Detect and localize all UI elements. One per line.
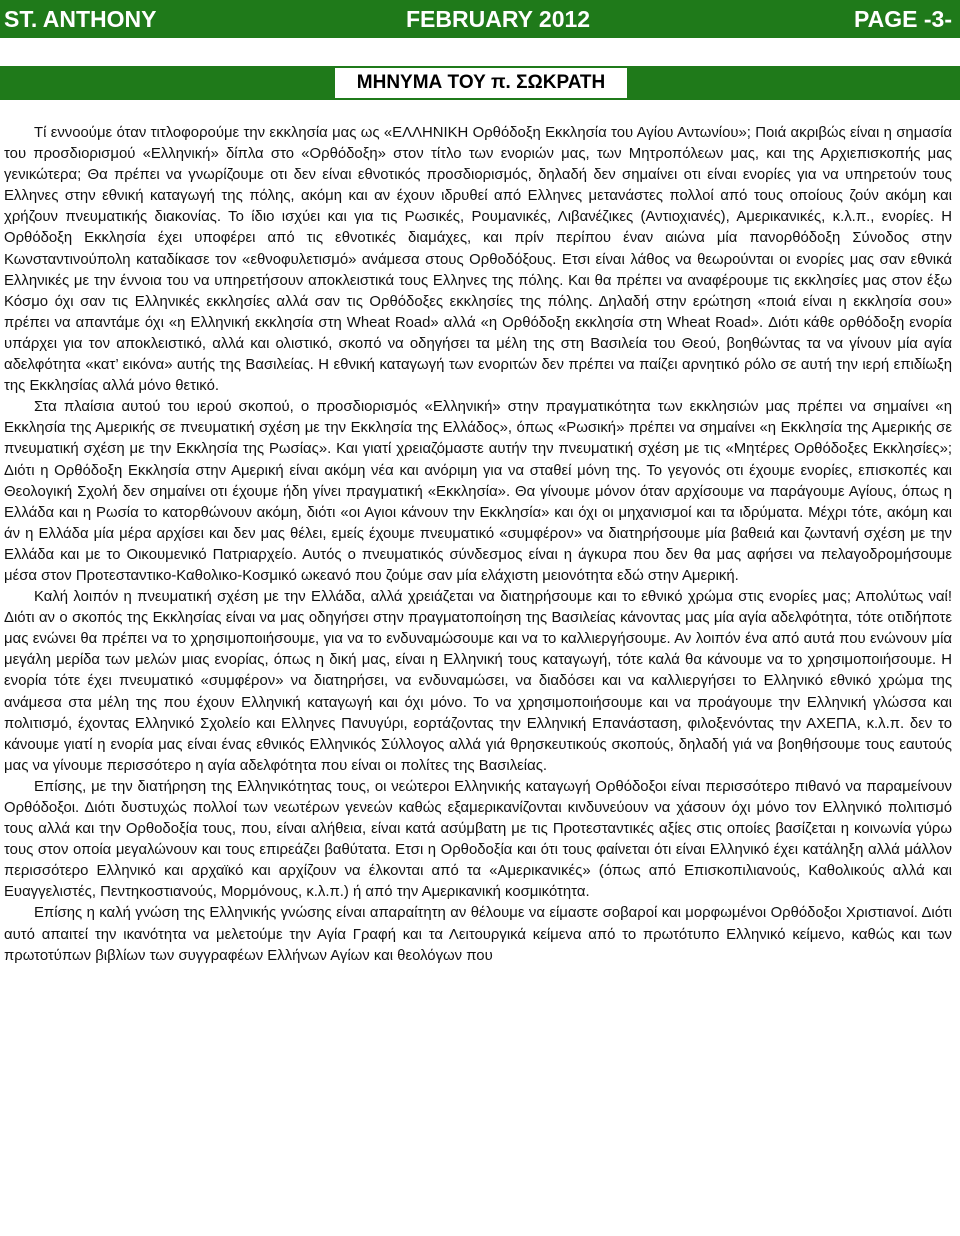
paragraph: Στα πλαίσια αυτού του ιερού σκοπού, ο προσδιορισμός «Ελληνική» στην πραγματικότητα των εκκλησιών μας πρέπει να σημαίνει «η Εκκλησία της Αμερικής σε πνευματική σχέση με την Εκκλησία της Ελλάδος», όπως «Ρωσική» πρέπει να σημαίνει «η Εκκλησία της Αμερικής σε πνευματική σχέση με την Εκκλησία της Ρωσίας». Και γιατί χρειαζόμαστε αυτήν την πνευματική σχέση με τις «Μητέρες Ορθόδοξες Εκκλησίες»; Διότι η Ορθόδοξη Εκκλησία στην Αμερική είναι ακόμη νέα και ανόριμη για να σταθεί μόνη της. Το γεγονός οτι έχουμε ενορίες, επισκοπές και Θεολογική Σχολή δεν σημαίνει οτι έχουμε ήδη γίνει πραγματική «Εκκλησία». Θα γίνουμε μόνον όταν αρχίσουμε να παράγουμε Αγίους, όπως η Ελλάδα και η Ρωσία το κατορθώνουν ακόμη, διότι «οι Αγιοι κάνουν την Εκκλησία» και όχι οι μηχανισμοί και τα ιδρύματα. Μέχρι τότε, ακόμη και άν η Ελλάδα μία μέρα αρχίσει και δεν μας θέλει, εμείς έχουμε πνευματικό «συμφέρον» να διατηρήσουμε μία βαθειά και ζωντανή σχέση με την Ελλάδα και με το Οικουμενικό Πατριαρχείο. Αυτός ο πνευματικός σύνδεσμος είναι η άγκυρα που δεν θα μας αφήσει να πελαγοδρομήσουμε μέσα στον Προτεσταντικο-Καθολικο-Κοσμικό ωκεανό που ζούμε σαν μία ελάχιστη μειονότητα εδώ στην Αμερική. <box>4 399 952 584</box>
paragraph: Τί εννοούμε όταν τιτλοφορούμε την εκκλησία μας ως «ΕΛΛΗΝΙΚΗ Ορθόδοξη Εκκλησία του Αγίου Αντωνίου»; Ποιά ακριβώς είναι η σημασία του προσδιορισμού «Ελληνική» δίπλα στο «Ορθόδοξη» στον τίτλο των ενοριών μας, των Μητροπόλεων μας, και της Αρχιεπισκοπής μας γενικώτερα; Θα πρέπει να γνωρίζουμε οτι δεν είναι εθνοτικός προσδιορισμός, δηλαδή δεν σημαίνει οτι είναι ενορίες για να υπηρετούν τους Ελληνες στην εθνική καταγωγή της πόλης, ακόμη και αν έχουν ιδρυθεί από Ελληνες μετανάστες πολλοί από τους οποίους ζούν ακόμη και χρήζουν πνευματικής διακονίας. Το ίδιο ισχύει και για τις Ρωσικές, Ρουμανικές, Λιβανέζικες (Αντιοχιανές), Αμερικανικές, κ.λ.π., ενορίες. Η Ορθόδοξη Εκκλησία έχει υποφέρει από τις εθνοτικές διαμάχες, και πρίν περίπου έναν αιώνα μία πανορθόδοξη Σύνοδος στην Κωνσταντινούπολη καταδίκασε τον «εθνοφυλετισμό» ανάμεσα στους Ορθοδόξους. Ετσι είναι λάθος να θεωρούνται οι ενορίες μας σαν εθνικά Ελληνικές με την έννοια του να υπηρετήσουν αποκλειστικά τους Ελληνες της πόλης. Και θα πρέπει να αναφέρουμε τις εκκλησίες μας στον έξω Κόσμο όχι σαν τις Ελληνικές εκκλησίες αλλά σαν τις Ορθόδοξες εκκλησίες της πόλης. Δηλαδή στην ερώτηση «ποιά είναι η εκκλησία σου» πρέπει να απαντάμε όχι «η Ελληνική εκκλησία στη Wheat Road» αλλά «η Ορθόδοξη εκκλησία στη Wheat Road». Διότι κάθε ορθόδοξη ενορία υπάρχει για τον αποκλειστικό, αλλά και ολιστικό, σκοπό να οδηγήσει τα μέλη της στη Βασιλεία του Θεού, βοηθώντας τα να γίνουν μία αγία αδελφότητα «κατ’ εικόνα» αυτής της Βασιλείας. Η εθνική καταγωγή των ενοριτών δεν πρέπει να παίζει αρνητικό ρόλο σε αυτή την ιερή επιδίωξη της Εκκλησίας αλλά μόνο θετικό. <box>4 125 952 395</box>
article-body <box>4 123 952 967</box>
paragraph: Επίσης, με την διατήρηση της Ελληνικότητας τους, οι νεώτεροι Ελληνικής καταγωγή Ορθόδοξοι είναι περισσότερο πιθανό να παραμείνουν Ορθόδοξοι. Διότι δυστυχώς πολλοί των νεωτέρων γενεών καθώς εξαμερικανίζονται κινδυνεύουν να χάσουν όχι μόνο τον Ελληνικό πολιτισμό τους αλλά και την Ορθοδοξία τους, που, είναι αλήθεια, είναι κατά ασύμβατη με τις Προτεσταντικές αξίες στις οποίες βασίζεται η κοινωνία γύρω τους στον οποία μεγαλώνουν και τους επιρεάζει βαθύτατα. Ετσι η Ορθοδοξία και ότι τους φαίνεται ότι είναι Ελληνικό έχει κατάληξη αλλά μάλλον περισσότερο Ελληνικό και αρχαϊκό και αρχίζουν να έλκονται από τα «Αμερικανικές» (όπως από Επισκοπιλιανούς, Καθολικούς αλλά και Ευαγγελιστές, Πεντηκοστιανούς, Μορμόνους, κ.λ.π.) ή από την Αμερικανική κοσμικότητα. <box>4 778 952 901</box>
paragraph: Καλή λοιπόν η πνευματική σχέση με την Ελλάδα, αλλά χρειάζεται να διατηρήσουμε και το εθνικό χρώμα στις ενορίες μας; Απολύτως ναί! Διότι αν ο σκοπός της Εκκλησίας είναι να μας οδηγήσει στην πραγματοποίηση της Βασιλείας κάνοντας μας μία αγία αδελφότητα, τότε οτιδήποτε μας ενώνει θα πρέπει να το χρησιμοποιήσουμε, για να το ενδυναμώσουμε και να το καλλιεργήσουμε. Αν λοιπόν ένα από αυτά που ενώνουν μία μεγάλη μερίδα των μελών μιας ενορίας, όπως η δική μας, είναι η Ελληνική τους καταγωγή, τότε καλά θα κάνουμε να το χρησιμοποιήσουμε. Η ενορία τότε έχει πνευματικό «συμφέρον» να διατηρήσει, να ενδυναμώσει, να διαδόσει και να καλλιεργήσει το Ελληνικό εθνικό χρώμα της ανάμεσα στα μέλη της που έχουν Ελληνική καταγωγή και όχι μόνο. Το να χρησιμοποιήσουμε και να προάγουμε την Ελληνική γλώσσα και πολιτισμό, έχοντας Ελληνικό Σχολείο και Ελληνες Πανυγύρι, εορτάζοντας την Ελληνική Επανάσταση, φιλοξενόντας την ΑΧΕΠΑ, κ.λ.π. δεν το κάνουμε γιατί η ενορία μας είναι ένας εθνικός Ελληνικός Σύλλογος αλλά γιά θρησκευτικούς σκοπούς, δηλαδή γιά να βοηθήσουμε τους εαυτούς μας να γίνουμε περισσότερο η αγία αδελφότητα που είναι οι πολίτες της Βασιλείας. <box>4 589 952 774</box>
article-title: ΜΗΝΥΜΑ ΤΟΥ π. ΣΩΚΡΑΤΗ <box>335 68 627 98</box>
page-number: PAGE -3- <box>854 6 952 32</box>
publication-name: ST. ANTHONY <box>4 6 157 32</box>
paragraph: Επίσης η καλή γνώση της Ελληνικής γνώσης είναι απαραίτητη αν θέλουμε να είμαστε σοβαροί και μορφωμένοι Ορθόδοξοι Χριστιανοί. Διότι αυτό απαιτεί την ικανότητα να μελετούμε την Αγία Γραφή και τα Λειτουργικά κείμενα από το πρωτότυπο Ελληνικό κείμενο, καθώς και των πρωτοτύπων βιβλίων των συγγραφέων Ελλήνων Αγίων και θεολόγων που <box>4 905 952 964</box>
newsletter-header <box>0 0 960 38</box>
issue-date: FEBRUARY 2012 <box>406 6 591 32</box>
